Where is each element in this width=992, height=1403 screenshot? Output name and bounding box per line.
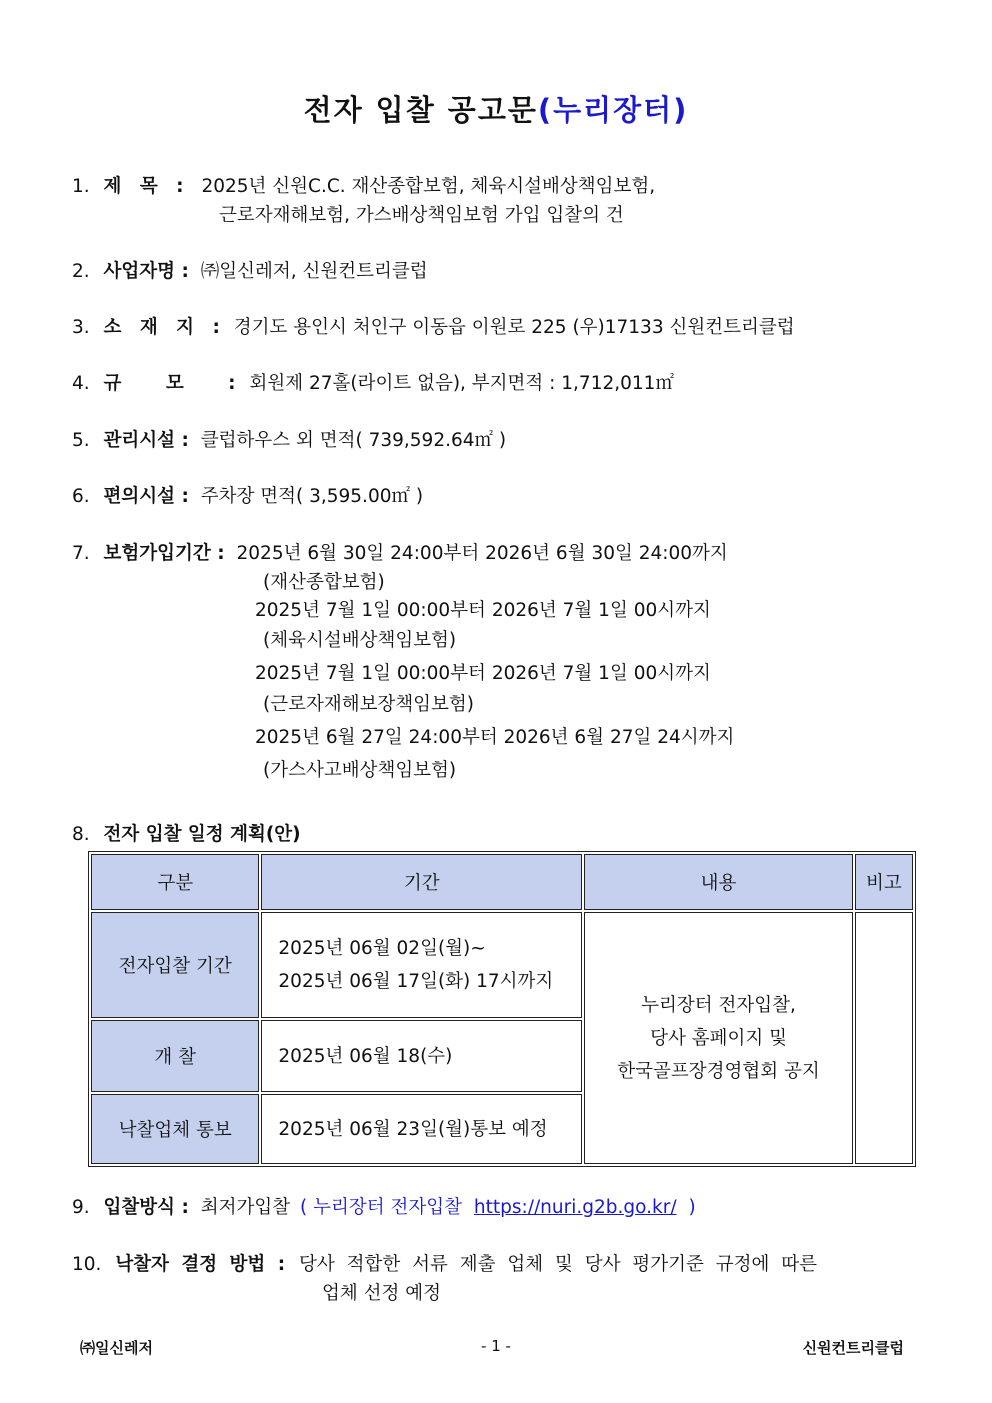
schedule-table — [88, 851, 916, 1167]
period-type: (체육시설배상책임보험) — [263, 630, 457, 651]
header-category: 구분 — [91, 854, 259, 910]
footer-company: ㈜일신레저 — [80, 1339, 153, 1357]
table-row — [91, 912, 913, 1018]
header-note: 비고 — [855, 854, 913, 910]
page-number: - 1 - — [481, 1337, 511, 1355]
page-title — [0, 88, 992, 129]
section-value-cont: 업체 선정 예정 — [322, 1283, 441, 1304]
section-label: 보험가입기간 : — [103, 543, 225, 564]
header-period: 기간 — [261, 854, 582, 910]
period-line: 2025년 06월 02일(월)~ — [278, 938, 486, 959]
row-period: 2025년 06월 23일(월)통보 예정 — [261, 1094, 582, 1164]
section-label: 전자 입찰 일정 계획(안) — [103, 824, 301, 845]
section-value: 주차장 면적( 3,595.00㎡ ) — [200, 486, 424, 507]
title-main: 전자 입찰 공고문 — [303, 93, 538, 127]
section-number: 8. — [72, 824, 90, 845]
header-content: 내용 — [584, 854, 853, 910]
row-note — [855, 912, 913, 1164]
row-period — [261, 912, 582, 1018]
content-line: 누리장터 전자입찰, — [641, 994, 796, 1016]
period-item: 2025년 7월 1일 00:00부터 2026년 7월 1일 00시까지 — [255, 663, 711, 684]
section-convenience — [72, 482, 423, 511]
section-value: 클럽하우스 외 면적( 739,592.64㎡ ) — [200, 430, 507, 451]
content-line: 한국골프장경영협회 공지 — [617, 1060, 820, 1082]
content-line: 당사 홈페이지 및 — [650, 1027, 787, 1049]
title-accent: (누리장터) — [537, 93, 689, 127]
table-header-row — [91, 854, 913, 910]
section-label: 규 모 : — [103, 373, 242, 394]
period-type: (재산종합보험) — [263, 572, 385, 593]
period-item: 2025년 7월 1일 00:00부터 2026년 7월 1일 00시까지 — [255, 600, 711, 621]
section-number: 2. — [72, 261, 90, 282]
section-label: 관리시설 : — [103, 430, 189, 451]
section-label: 소 재 지 : — [103, 317, 226, 338]
period-type: (가스사고배상책임보험) — [263, 760, 457, 781]
section-business — [72, 257, 428, 286]
period-item: 2025년 6월 27일 24:00부터 2026년 6월 27일 24시까지 — [255, 727, 735, 748]
section-number: 6. — [72, 486, 90, 507]
row-category: 낙찰업체 통보 — [91, 1094, 259, 1164]
section-value: 최저가입찰 — [200, 1197, 291, 1218]
section-award-method — [72, 1250, 817, 1279]
section-location — [72, 313, 795, 342]
period-type: (근로자재해보장책임보험) — [263, 694, 475, 715]
footer-club: 신원컨트리클럽 — [802, 1339, 904, 1357]
section-number: 3. — [72, 317, 90, 338]
section-value: 회원제 27홀(라이트 없음), 부지면적 : 1,712,011㎡ — [249, 373, 674, 394]
row-period: 2025년 06월 18(수) — [261, 1020, 582, 1092]
section-title — [72, 172, 655, 201]
bid-paren-open: ( 누리장터 전자입찰 — [300, 1197, 462, 1218]
section-number: 7. — [72, 543, 90, 564]
row-category: 전자입찰 기간 — [91, 912, 259, 1018]
section-label: 입찰방식 : — [103, 1197, 189, 1218]
section-schedule — [72, 820, 301, 849]
section-value-cont: 근로자재해보험, 가스배상책임보험 가입 입찰의 건 — [219, 205, 624, 226]
section-number: 9. — [72, 1197, 90, 1218]
section-scale — [72, 369, 674, 398]
section-label: 제 목 : — [103, 176, 190, 197]
section-number: 10. — [72, 1254, 102, 1275]
section-value: 경기도 용인시 처인구 이동읍 이원로 225 (우)17133 신원컨트리클럽 — [233, 317, 795, 338]
section-number: 4. — [72, 373, 90, 394]
nuri-link[interactable]: https://nuri.g2b.go.kr/ — [473, 1197, 677, 1218]
bid-paren-close: ) — [688, 1197, 696, 1218]
period-line: 2025년 06월 17일(화) 17시까지 — [278, 971, 554, 992]
period-item: 2025년 6월 30일 24:00부터 2026년 6월 30일 24:00까지 — [236, 543, 728, 564]
section-value: 당사 적합한 서류 제출 업체 및 당사 평가기준 규정에 따른 — [299, 1254, 817, 1275]
section-insurance-period — [72, 539, 728, 568]
section-value: ㈜일신레저, 신원컨트리클럽 — [200, 261, 428, 282]
section-bid-method — [72, 1193, 696, 1222]
section-number: 1. — [72, 176, 90, 197]
row-category: 개 찰 — [91, 1020, 259, 1092]
section-value: 2025년 신원C.C. 재산종합보험, 체육시설배상책임보험, — [201, 176, 656, 197]
section-label: 낙찰자 결정 방법 : — [115, 1254, 286, 1275]
row-content — [584, 912, 853, 1164]
section-label: 편의시설 : — [103, 486, 189, 507]
section-number: 5. — [72, 430, 90, 451]
section-facility — [72, 426, 506, 455]
section-label: 사업자명 : — [103, 261, 189, 282]
